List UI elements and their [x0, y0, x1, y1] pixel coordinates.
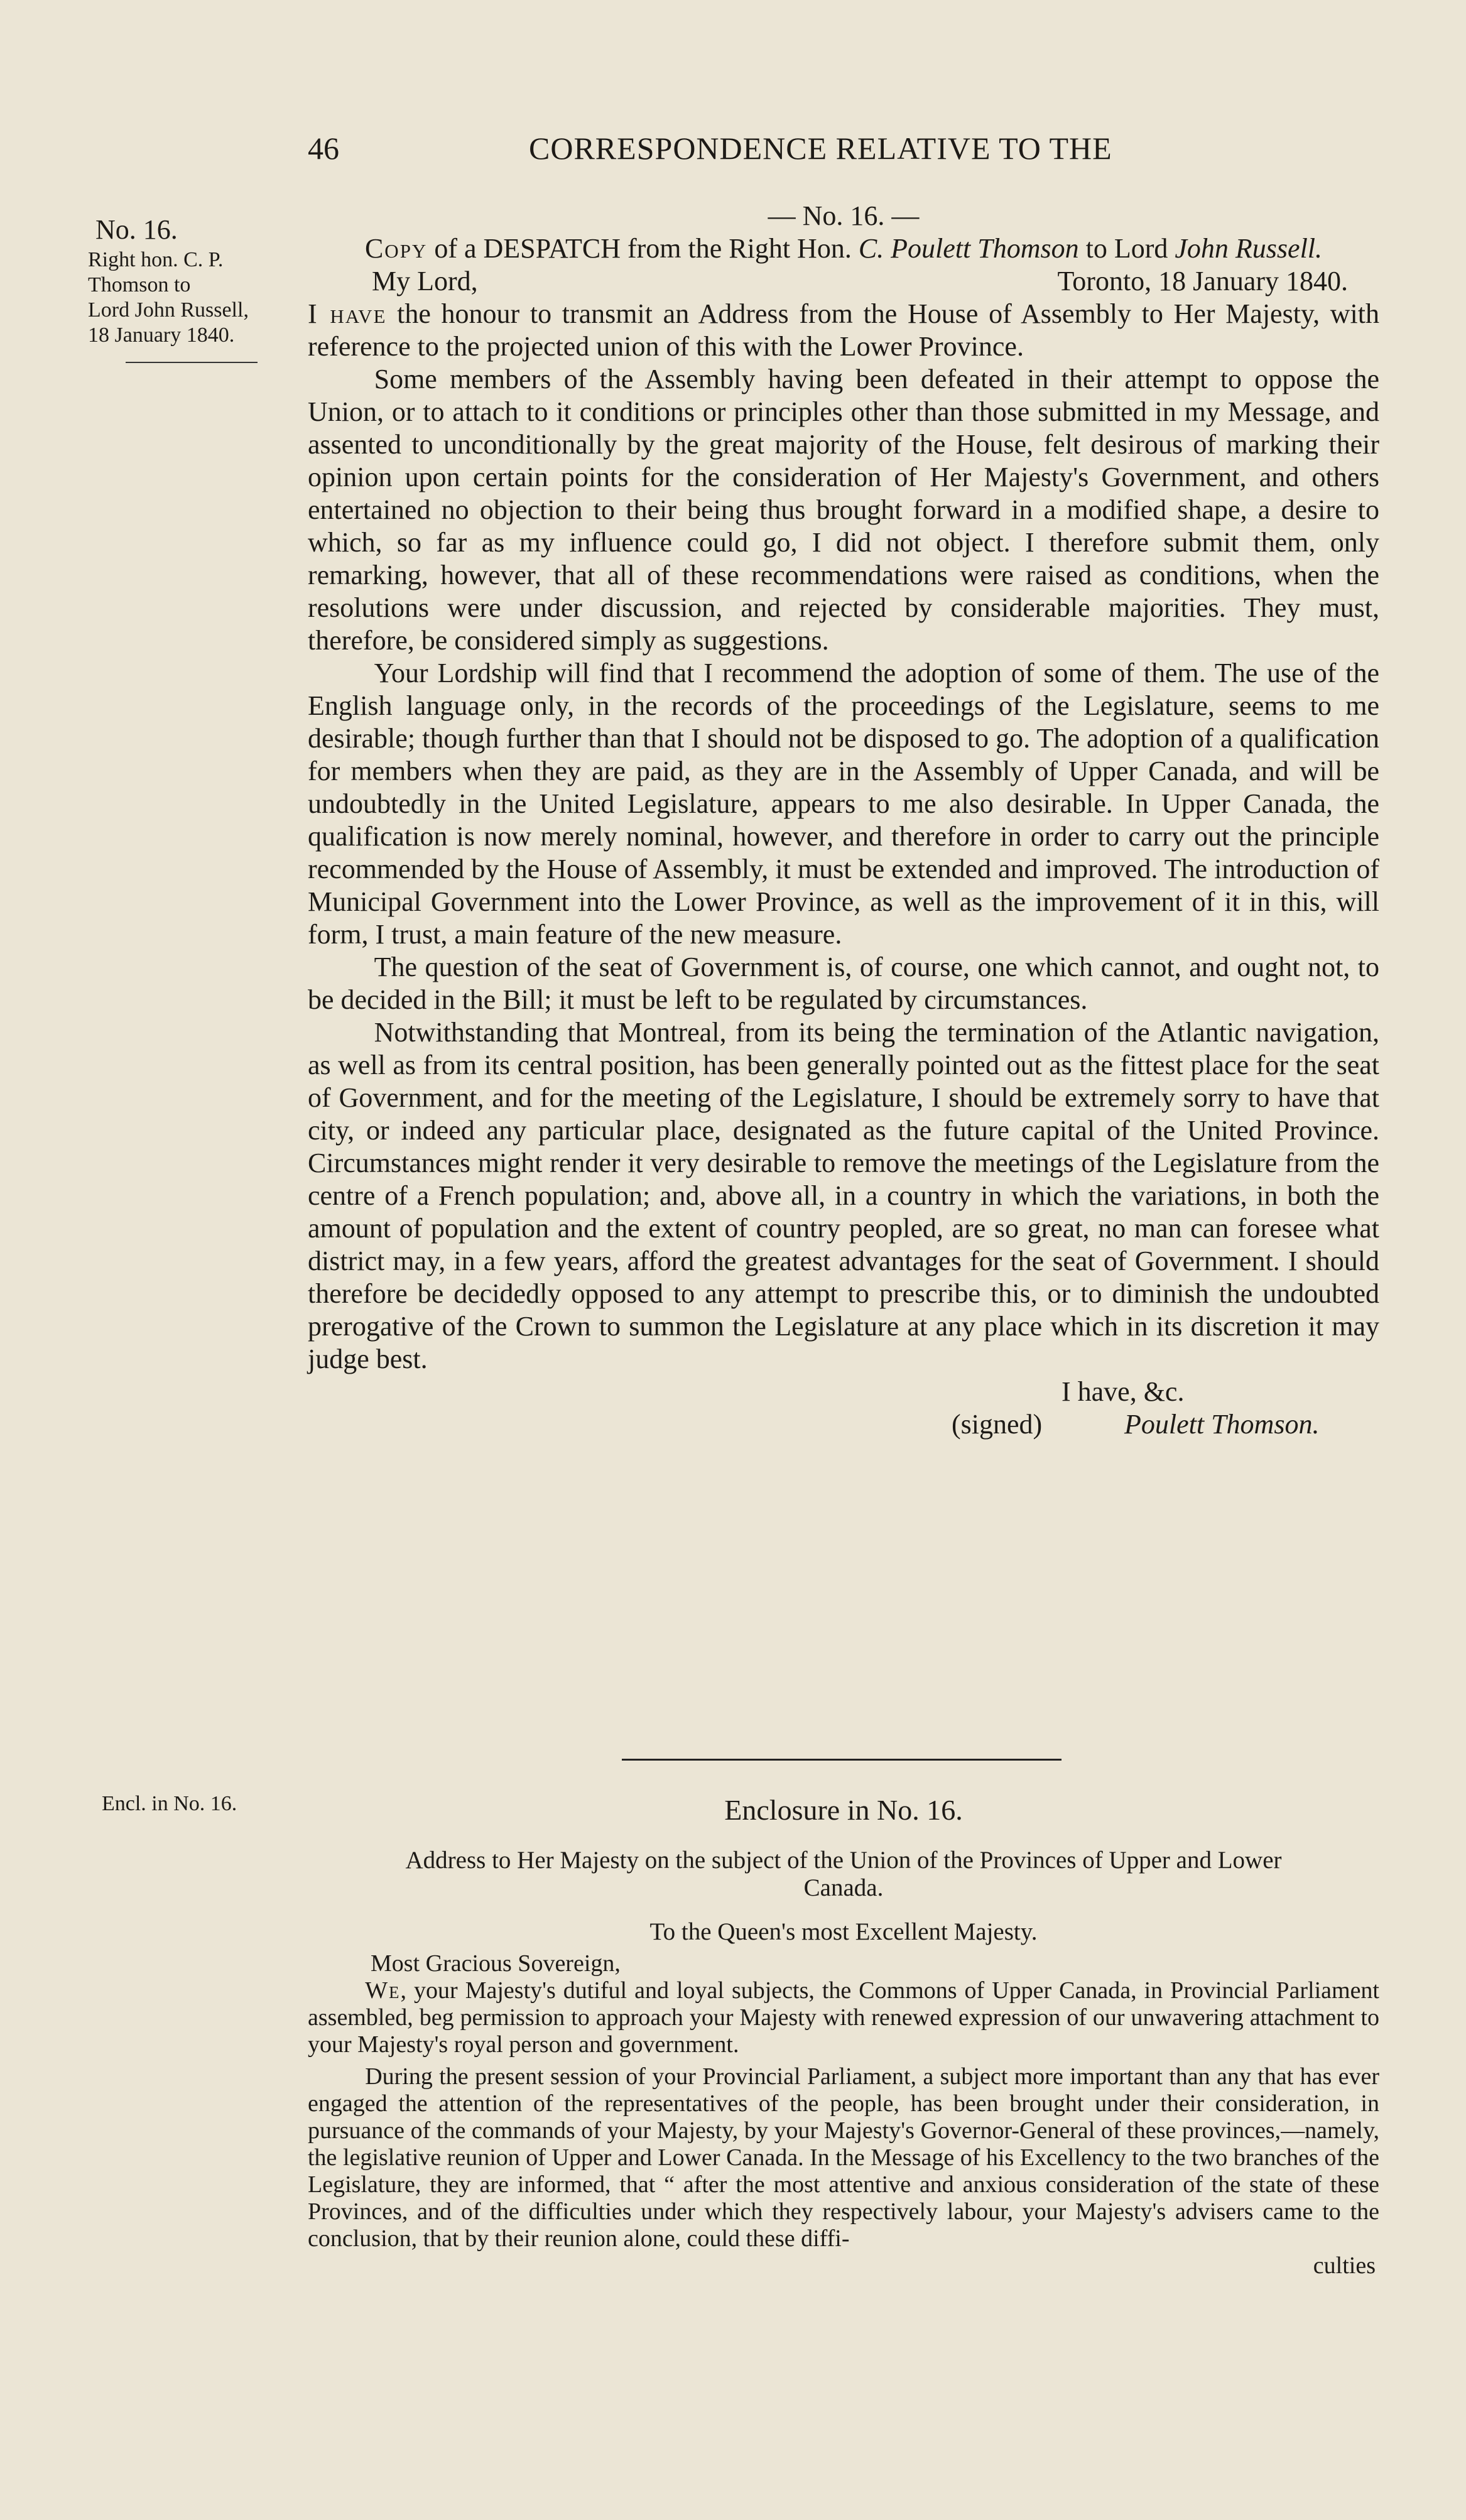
paragraph-2: Some members of the Assembly having been defeated in their attempt to oppose the Union, or to attach to it conditions or principles other than those submitted in my Message, and assented to unconditionally by the great majority of the House, felt desirous of marking their opinion upon certain points for the consideration of Her Majesty's Government, and others entertained no objection to their being thus brought forward in a modified shape, a desire to which, so far as my influence could go, I did not object. I therefore submit them, only remarking, however, that all of these recommendations were raised as conditions, when the resolutions were under discussion, and rejected by considerable majorities. They must, therefore, be considered simply as suggestions.	[308, 364, 1379, 656]
enclosure-title: Enclosure in No. 16.	[724, 1794, 963, 1826]
title-sender: C. Poulett Thomson	[858, 233, 1079, 264]
despatch-body	[308, 200, 1379, 1441]
margin-note-despatch	[88, 212, 295, 363]
enclosure-subtitle: Address to Her Majesty on the subject of the Union of the Provinces of Upper and Lower Canada.	[405, 1847, 1282, 1901]
margin-line-4: 18 January 1840.	[88, 323, 235, 347]
paragraph-1-text: the honour to transmit an Address from the House of Assembly to Her Majesty, with reference to the projected union of this with the Lower Province.	[308, 298, 1379, 362]
margin-line-1: Right hon. C. P.	[88, 248, 224, 271]
title-recipient: John Russell.	[1175, 233, 1323, 264]
running-header	[308, 123, 1376, 173]
enclosure-first-word: We	[365, 1977, 401, 2004]
first-word: I have	[308, 298, 387, 329]
paragraph-4: The question of the seat of Government is, of course, one which cannot, and ought not, to be decided in the Bill; it must be left to be regulated by circumstances.	[308, 952, 1379, 1015]
dateline: Toronto, 18 January 1840.	[1057, 266, 1348, 296]
title-part-1: of a DESPATCH from the Right Hon.	[427, 233, 859, 264]
despatch-title	[308, 232, 1379, 265]
despatch-number-heading: — No. 16. —	[768, 200, 920, 231]
enclosure-paragraph-1-text: , your Majesty's dutiful and loyal subjects, the Commons of Upper Canada, in Provincial Parliament assembled, beg permission to approach your Majesty with renewed expression of our unwavering attachment to your Majesty's royal person and government.	[308, 1977, 1379, 2058]
margin-line-2: Thomson to	[88, 273, 191, 296]
enclosure-paragraph-2: During the present session of your Provincial Parliament, a subject more important than any that has ever engaged the attention of the representatives of the people, has been brought under their consideration, in pursuance of the commands of your Majesty, by your Majesty's Governor-General of these provinces,—namely, the legislative reunion of Upper and Lower Canada. In the Message of his Excellency to the two branches of the Legislature, they are informed, that “ after the most attentive and anxious consideration of the state of these Provinces, and of the difficulties under which they respectively labour, your Majesty's advisers came to the conclusion, that by their reunion alone, could these diffi-	[308, 2063, 1379, 2252]
margin-line-3: Lord John Russell,	[88, 298, 249, 322]
running-title: CORRESPONDENCE RELATIVE TO THE	[529, 131, 1112, 166]
margin-rule	[126, 362, 258, 363]
margin-doc-number: No. 16.	[95, 214, 178, 245]
margin-enclosure-label: Encl. in No. 16.	[102, 1792, 237, 1815]
salutation: My Lord,	[372, 266, 478, 296]
enclosure-body	[308, 1791, 1379, 2279]
enclosure-to-line: To the Queen's most Excellent Majesty.	[649, 1918, 1038, 1945]
enclosure-paragraph-1	[308, 1977, 1379, 2058]
signature-row	[308, 1408, 1379, 1441]
margin-note-enclosure	[88, 1791, 309, 1817]
page-number: 46	[308, 131, 339, 166]
salutation-row	[308, 265, 1379, 298]
paragraph-1	[308, 298, 1379, 363]
paragraph-3: Your Lordship will find that I recommend the adoption of some of them. The use of the English language only, in the records of the proceedings of the Legislature, seems to me desirable; though further than that I should not be disposed to go. The adoption of a qualification for members when they are paid, as they are in the Assembly of Upper Canada, and will be undoubtedly in the United Legislature, appears to me also desirable. In Upper Canada, the qualification is now merely nominal, however, and therefore in order to carry out the principle recommended by the House of Assembly, it must be extended and improved. The introduction of Municipal Government into the Lower Province, as well as the improvement of it in this, will form, I trust, a main feature of the new measure.	[308, 658, 1379, 950]
signed-name: Poulett Thomson.	[1124, 1409, 1320, 1440]
signed-label: (signed)	[952, 1409, 1043, 1440]
section-divider	[622, 1759, 1061, 1761]
copy-word: Copy	[364, 233, 428, 264]
title-to: to Lord	[1078, 233, 1175, 264]
catchword: culties	[1313, 2252, 1376, 2279]
paragraph-5: Notwithstanding that Montreal, from its being the termination of the Atlantic navigation, as well as from its central position, has been generally pointed out as the fittest place for the seat of Government, and for the meeting of the Legislature, I should be extremely sorry to have that city, or indeed any particular place, designated as the future capital of the United Province. Circumstances might render it very desirable to remove the meetings of the Legislature from the centre of a French population; and, above all, in a country in which the variations, in both the amount of population and the extent of country peopled, are so great, no man can foresee what district may, in a few years, afford the greatest advantages for the seat of Government. I should therefore be decidedly opposed to any attempt to prescribe this, or to diminish the undoubted prerogative of the Crown to summon the Legislature at any place which in its discretion it may judge best.	[308, 1017, 1379, 1374]
enclosure-salutation: Most Gracious Sovereign,	[371, 1950, 621, 1977]
closing: I have, &c.	[1061, 1376, 1185, 1407]
